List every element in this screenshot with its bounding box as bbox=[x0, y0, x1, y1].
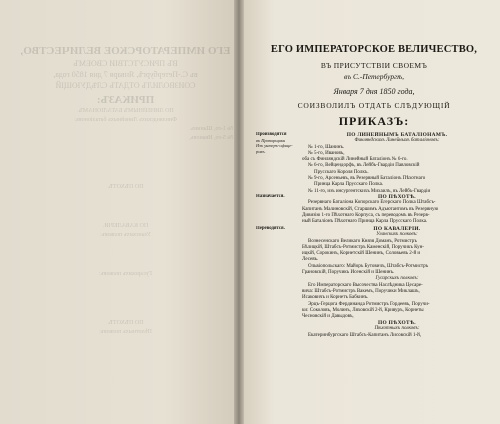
text-line: Исаковичъ и Корнетъ Бабкинъ. bbox=[302, 295, 369, 301]
text-line: Прусскаго Короля Полкъ. bbox=[314, 169, 369, 175]
text-line: Его Императорскаго Высочества Наслѣдника Цесаре- bbox=[308, 282, 423, 288]
document-title: ЕГО ИМПЕРАТОРСКОЕ ВЕЛИЧЕСТВО, bbox=[270, 44, 478, 55]
text-line: вича: Штабсъ-Ротмистръ Вакемъ, Поручики Миклашъ, bbox=[302, 288, 420, 294]
section-heading: ПО КАВАЛЕРІИ. bbox=[373, 226, 421, 232]
left-page bbox=[0, 0, 237, 424]
section-main bbox=[302, 320, 492, 339]
right-page bbox=[244, 0, 500, 424]
text-line: № 5-го, Ивановъ, bbox=[308, 150, 345, 156]
section-promoted bbox=[256, 132, 492, 194]
text-line: Лесевъ. bbox=[302, 257, 319, 263]
section-main bbox=[302, 132, 492, 194]
bleed-line: Финляндскихъ Линейныхъ баталіоновъ: bbox=[74, 117, 177, 123]
bleed-line: Уланскихъ полковъ: bbox=[100, 232, 151, 238]
section-heading: ПО ПѢХОТѢ. bbox=[378, 194, 416, 200]
margin-note: въ Прапорщики bbox=[256, 137, 286, 143]
bleed-line: ВЪ ПРИСУТСТВІИ СВОЕМЪ bbox=[73, 59, 178, 68]
bleed-line: въ С.-Петербургѣ, Января 7 дня 1850 года, bbox=[53, 70, 198, 79]
bleed-line: ПРИКАЗЪ: bbox=[96, 94, 155, 106]
section-heading: ПО ЛИНЕЙНЫМЪ БАТАЛІОНАМЪ. bbox=[346, 132, 448, 138]
section-subheading: Финляндскихъ Линейныхъ баталіоновъ: bbox=[354, 138, 440, 144]
bleed-line: Пѣхотныхъ полковъ: bbox=[99, 329, 152, 335]
bleed-line: ПО КАВАЛЕРІИ. bbox=[102, 223, 149, 229]
margin-label bbox=[256, 132, 300, 154]
bleed-line: Гусарскихъ полковъ: bbox=[99, 271, 152, 277]
bleed-line: № 1-го, Шанинъ. bbox=[189, 126, 233, 132]
text-line: Вознесенскаго Великаго Князя Доманъ, Ротмистръ bbox=[308, 238, 417, 244]
section-subheading: Гусарскихъ полковъ: bbox=[375, 276, 419, 282]
text-line: Эрцъ-Герцога Фердинанда Ротмистръ Гордеевъ, Поручи- bbox=[308, 301, 430, 307]
bleed-line: ПО ПѢХОТѢ. bbox=[107, 320, 144, 326]
bleed-line: ПО ЛИНЕЙНЫМЪ БАТАЛІОНАМЪ. bbox=[77, 108, 174, 114]
date-line: Января 7 дня 1850 года, bbox=[333, 87, 415, 96]
text-line: № 11-го, изъ инсургентскихъ Михаилъ, въ Лейбъ-Гвардіи bbox=[308, 188, 431, 194]
book-spine bbox=[234, 0, 244, 424]
section-appointed bbox=[256, 194, 492, 226]
text-line: оба съ Финляндскій Линейный Баталіонъ № 6-го. bbox=[302, 157, 408, 163]
text-line: Чесновскій и Давыдовъ, bbox=[302, 314, 354, 320]
text-line: Екатеринбургскаго Штабсъ-Капитанъ Лисовскій 1-й, bbox=[308, 332, 422, 338]
text-line: № 9-го, Арсеньевъ, въ Резервный Баталіонъ Пѣхотнаго bbox=[308, 176, 426, 182]
text-line: Резервнаго Баталіона Копорскаго Егерскаго Полка Штабсъ- bbox=[308, 200, 436, 206]
margin-label: Назначается. bbox=[256, 194, 285, 199]
section-subheading: Уланскихъ полковъ: bbox=[376, 232, 418, 238]
bleed-line: ЕГО ИМПЕРАТОРСКОЕ ВЕЛИЧЕСТВО, bbox=[20, 45, 231, 57]
text-line: Бѣлицкій, Штабсъ-Ротмистръ Каменскій, Поручикъ Кун- bbox=[302, 244, 424, 250]
text-line: Принца Карла Прусскаго Полка. bbox=[314, 182, 384, 188]
section-transferred bbox=[256, 226, 492, 320]
bleed-line: № 5-го, Ивановъ, bbox=[189, 135, 233, 141]
bleed-line: СОИЗВОЛИЛЪ ОТДАТЬ СЛѢДУЮЩІЙ bbox=[55, 81, 196, 90]
margin-label: Переводятся. bbox=[256, 226, 285, 231]
text-line: ицкій, Сорокинъ, Корнетскій Шенинъ, Соловьевъ 2-й и bbox=[302, 251, 421, 257]
text-line: Дивизію 1-го Пѣхотнаго Корпуса, съ переводомъ въ Резерв- bbox=[302, 212, 430, 218]
text-line: Грановскій, Поручикъ Исенскій и Шенинъ. bbox=[302, 270, 395, 276]
text-line: ки: Соколовъ, Молинъ, Ляховскій 2-й, Кривуръ, Корнеты bbox=[302, 307, 424, 313]
text-line: № 6-го, Вейцендорфъ, въ Лейбъ-Гвардіи Павловскій bbox=[308, 163, 420, 169]
text-line: Ольвіопольскаго: Майоръ Бутовичъ, Штабсъ-Ротмистръ bbox=[308, 263, 429, 269]
section-infantry bbox=[256, 320, 492, 342]
order-heading: ПРИКАЗЪ: bbox=[338, 114, 410, 128]
order-body bbox=[256, 132, 492, 342]
presence-line: ВЪ ПРИСУТСТВІИ СВОЕМЪ bbox=[320, 61, 428, 70]
margin-note: ровъ. bbox=[256, 148, 266, 154]
section-main bbox=[302, 194, 492, 225]
section-main bbox=[302, 226, 492, 320]
text-line: ный Баталіонъ Пѣхотнаго Принца Карла Прусскаго Полка. bbox=[302, 219, 428, 225]
place-line: въ С.-Петербургѣ, bbox=[344, 72, 404, 81]
deigned-line: СОИЗВОЛИЛЪ ОТДАТЬ СЛѢДУЮЩІЙ bbox=[297, 101, 451, 110]
margin-note: Изъ унтеръ-офице- bbox=[256, 143, 293, 149]
margin-label-text: Производятся bbox=[256, 132, 287, 137]
bleed-through-text bbox=[18, 0, 233, 424]
text-line: № 1-го, Шанинъ. bbox=[308, 144, 345, 150]
bleed-line: ПО ПѢХОТѢ. bbox=[107, 184, 144, 190]
section-subheading: Пѣхотныхъ полковъ: bbox=[374, 326, 420, 332]
section-heading: ПО ПѢХОТѢ. bbox=[378, 320, 416, 326]
text-line: Капитанъ Малиновскій, Старшимъ Адъютантомъ въ Резервную bbox=[302, 206, 439, 212]
